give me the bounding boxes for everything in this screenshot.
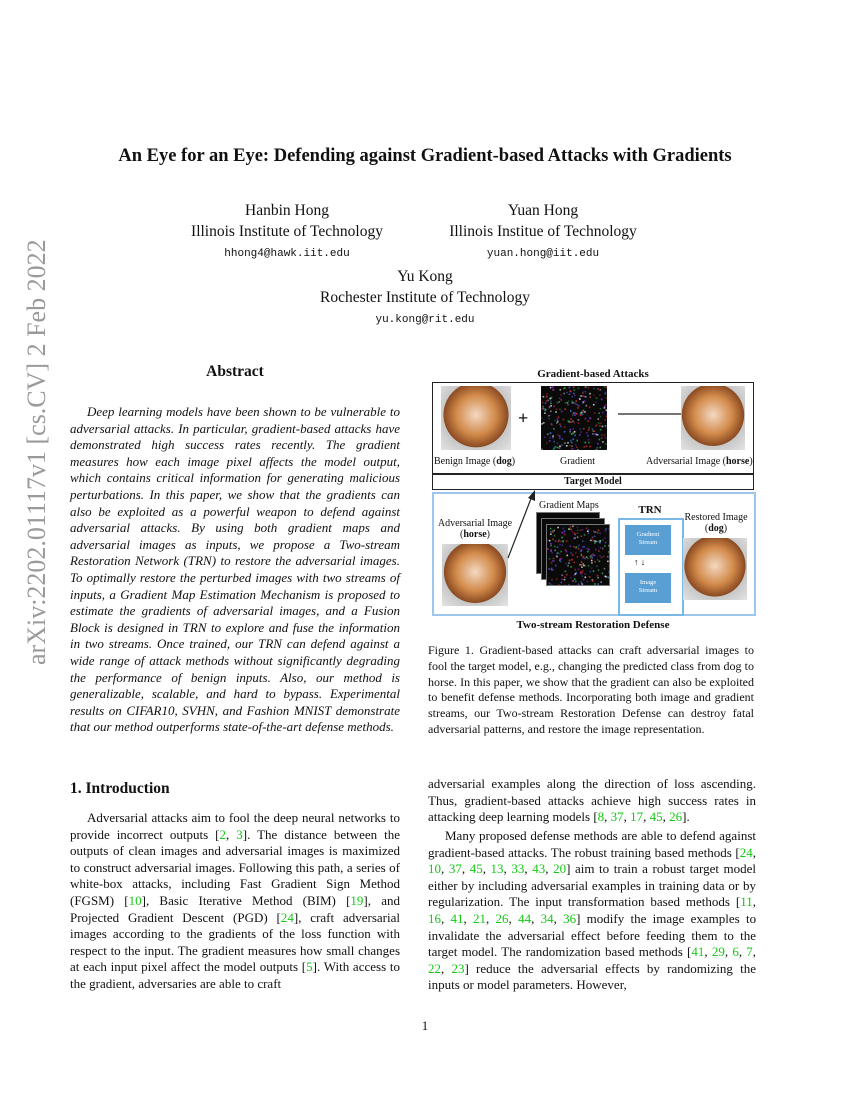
restored-image bbox=[683, 538, 747, 600]
citation-link[interactable]: 3 bbox=[236, 826, 243, 842]
abstract-body: Deep learning models have been shown to be vulnerable to adversarial attacks. In particular, gradient-based attacks have demonstrated high success rates recently. The gradient measures how each image pixel affects the model output, which contains critical information for generating malicious perturbations. In this paper, we show that the gradients can also be exploited as a powerful weapon to defend against adversarial attacks. By using both gradient maps and adversarial images as inputs, we propose a Two-stream Restoration Network (TRN) to restore the adversarial images. To optimally restore the perturbed images with two streams of inputs, a Gradient Map Estimation Mechanism is proposed to estimate the gradients of adversarial images, and a Fusion Block is designed in TRN to explore and fuse the information in two streams. Once trained, our TRN can defend against a wide range of attack methods without significantly degrading the performance of benign inputs. Also, our method is generalizable, scalable, and hard to bypass. Experimental results on CIFAR10, SVHN, and Fashion MNIST demonstrate that our method outperforms state-of-the-art defense methods. bbox=[70, 404, 400, 735]
adversarial-input-image bbox=[442, 544, 508, 606]
target-model-box: Target Model bbox=[432, 474, 754, 490]
text-run: adversarial examples along the direction of loss ascending. Thus, gradient-based attacks achieve high success rates in attacking deep learning models [ bbox=[428, 776, 756, 825]
figure-1 bbox=[428, 368, 758, 636]
label-class: dog bbox=[496, 456, 512, 467]
gradient-image bbox=[541, 386, 607, 450]
gradient-map-stack-front bbox=[546, 524, 610, 586]
bidirectional-arrow-icon: ↑ ↓ bbox=[634, 557, 646, 567]
citation-link[interactable]: 10 bbox=[128, 892, 142, 908]
citation-list: 41, 29, 6, 7, 22, 23 bbox=[428, 944, 757, 976]
citation-link[interactable]: 17 bbox=[630, 809, 644, 825]
citation-link[interactable]: 11 bbox=[740, 894, 753, 910]
citation-link[interactable]: 6 bbox=[732, 944, 739, 960]
label-class: horse bbox=[725, 456, 750, 467]
citation-link[interactable]: 33 bbox=[511, 861, 525, 877]
citation-link[interactable]: 16 bbox=[428, 910, 441, 926]
citation-link[interactable]: 8 bbox=[597, 809, 605, 825]
right-paragraph-2 bbox=[428, 828, 756, 994]
section-heading-introduction: 1. Introduction bbox=[70, 780, 170, 797]
benign-image-label bbox=[434, 456, 515, 467]
citation-link[interactable]: 13 bbox=[490, 861, 504, 877]
author-affiliation: Rochester Institute of Technology bbox=[320, 289, 530, 306]
citation-link[interactable]: 24 bbox=[280, 909, 294, 925]
abstract-heading: Abstract bbox=[206, 363, 264, 380]
text-run: ] reduce the adversarial effects by randomizing the inputs or model parameters. However, bbox=[428, 960, 756, 993]
author-email[interactable]: hhong4@hawk.iit.edu bbox=[224, 248, 350, 260]
citation-link[interactable]: 5 bbox=[306, 959, 313, 975]
citation-link[interactable]: 37 bbox=[610, 809, 624, 825]
citation-link[interactable]: 23 bbox=[451, 960, 465, 976]
author-affiliation: Illinois Institue of Technology bbox=[449, 223, 637, 240]
label-text: ) bbox=[511, 456, 516, 467]
citation-link[interactable]: 7 bbox=[746, 944, 753, 960]
text-run: ], craft adversarial images according to the gradients of the loss function with respect to the input. The gradient measures how small changes at each input pixel affect the model outputs [ bbox=[70, 909, 400, 975]
label-text: Adversarial Image bbox=[437, 518, 513, 529]
citation-link[interactable]: 10 bbox=[428, 861, 441, 877]
text-run: ], Basic Iterative Method (BIM) [ bbox=[141, 892, 351, 908]
block-text: Gradient bbox=[636, 531, 660, 538]
label-text: Adversarial Image ( bbox=[646, 456, 726, 467]
citation-link[interactable]: 37 bbox=[448, 861, 462, 877]
text-run: ], and Projected Gradient Descent (PGD) [ bbox=[70, 892, 400, 925]
citation-link[interactable]: 24 bbox=[739, 844, 753, 860]
citation-link[interactable]: 41 bbox=[450, 910, 464, 926]
adversarial-image-label bbox=[646, 456, 753, 467]
figure-caption: Figure 1. Gradient-based attacks can craft adversarial images to fool the target model, e.g., changing the predicted class from dog to horse. In this paper, we show that the gradient can also be exploited to benefit defense methods. Incorporating both image and gradient streams, our Two-stream Restoration Defense can destroy fatal adversarial patterns, and restore the image representation. bbox=[428, 643, 754, 736]
text-run: ]. bbox=[682, 809, 690, 825]
text-run: Many proposed defense methods are able to defend against gradient-based attacks. The robust training based methods [ bbox=[428, 828, 756, 860]
author-affiliation: Illinois Institute of Technology bbox=[191, 223, 383, 240]
arxiv-identifier[interactable]: arXiv:2202.01117v1 [cs.CV] 2 Feb 2022 bbox=[22, 239, 51, 665]
citation-link[interactable]: 26 bbox=[495, 910, 509, 926]
adversarial-image-top bbox=[681, 386, 745, 450]
restored-image-label: Restored Image (dog) bbox=[684, 512, 748, 534]
citation-link[interactable]: 41 bbox=[691, 944, 705, 960]
label-class: horse bbox=[463, 529, 487, 540]
text-run: ]. The distance between the outputs of clean images and adversarial images is maximized to construct adversarial images. Following this path, a series of white-box attacks, including Fast Gradient Sign Method (FGSM) [ bbox=[70, 826, 401, 908]
gradient-label: Gradient bbox=[560, 456, 595, 467]
citation-link[interactable]: 19 bbox=[350, 892, 364, 908]
author-block-2 bbox=[431, 202, 655, 260]
text-run: ] modify the image examples to invalidate the adversarial effect before feeding them to the target model. The randomization based methods [ bbox=[428, 910, 757, 960]
label-text: Benign Image ( bbox=[434, 456, 497, 467]
arrow-up-icon bbox=[506, 490, 538, 560]
gradient-stream-block bbox=[625, 525, 671, 555]
intro-paragraph: Adversarial attacks aim to fool the deep neural networks to provide incorrect outputs [2, 3]. The distance between the outputs of clean images and adversarial images is maximized to construct adversarial images. Following this path, a series of white-box attacks, including Fast Gradient Sign Method (FGSM) [10], Basic Iterative Method (BIM) [19], and Projected Gradient Descent (PGD) [24], craft adversarial images according to the gradients of the loss function with respect to the input. The gradient measures how small changes at each input pixel affect the model outputs [5]. With access to the gradient, adversaries are able to craft bbox=[70, 810, 401, 991]
block-text: Stream bbox=[638, 587, 658, 594]
citation-link[interactable]: 20 bbox=[553, 861, 567, 877]
citation-link[interactable]: 44 bbox=[518, 910, 532, 926]
abstract-text bbox=[70, 404, 400, 736]
author-email[interactable]: yuan.hong@iit.edu bbox=[486, 248, 600, 260]
label-class: dog bbox=[708, 523, 724, 534]
image-stream-block bbox=[625, 573, 671, 603]
right-paragraph-1 bbox=[428, 776, 756, 826]
citation-list: 11, 16, 41, 21, 26, 44, 34, 36 bbox=[428, 894, 756, 926]
plus-icon: + bbox=[518, 408, 529, 428]
page-number: 1 bbox=[421, 1018, 429, 1033]
author-email[interactable]: yu.kong@rit.edu bbox=[375, 314, 475, 326]
gradient-noise bbox=[541, 386, 607, 450]
citation-list: 8, 37, 17, 45, 26 bbox=[597, 809, 683, 825]
benign-image bbox=[441, 386, 511, 450]
author-block-3 bbox=[290, 268, 560, 326]
label-text: Restored Image bbox=[684, 512, 748, 523]
label-text: ) bbox=[749, 456, 753, 467]
citation-link[interactable]: 29 bbox=[711, 944, 725, 960]
citation-link[interactable]: 21 bbox=[473, 910, 487, 926]
trn-label: TRN bbox=[638, 504, 662, 516]
author-name: Yuan Hong bbox=[507, 202, 579, 219]
text-run: Adversarial attacks aim to fool the deep neural networks to provide incorrect outputs [ bbox=[70, 810, 400, 842]
author-block-1 bbox=[165, 202, 409, 260]
citation-link[interactable]: 22 bbox=[428, 960, 441, 976]
citation-link[interactable]: 34 bbox=[540, 910, 554, 926]
author-name: Yu Kong bbox=[397, 268, 453, 285]
citation-link[interactable]: 43 bbox=[532, 861, 546, 877]
adv-input-label: Adversarial Image (horse) bbox=[437, 518, 513, 540]
citation-link[interactable]: 26 bbox=[669, 809, 683, 825]
figure-bottom-title: Two-stream Restoration Defense bbox=[516, 619, 670, 631]
gradient-maps-label: Gradient Maps bbox=[539, 500, 599, 511]
text-run: ]. With access to the gradient, adversaries are able to craft bbox=[70, 959, 400, 991]
paper-title: An Eye for an Eye: Defending against Gradient-based Attacks with Gradients bbox=[118, 146, 732, 166]
author-name: Hanbin Hong bbox=[245, 202, 329, 219]
citation-link[interactable]: 45 bbox=[469, 861, 483, 877]
text-run: ] aim to train a robust target model either by including adversarial examples in training data or by regularization. The input transformation based methods [ bbox=[428, 861, 757, 910]
citation-list: 24, 10, 37, 45, 13, 33, 43, 20 bbox=[428, 844, 756, 877]
figure-top-title: Gradient-based Attacks bbox=[537, 368, 649, 380]
block-text: Stream bbox=[638, 539, 658, 546]
citation-link[interactable]: 45 bbox=[649, 809, 663, 825]
gradient-noise bbox=[547, 525, 609, 585]
block-text: Image bbox=[639, 579, 657, 586]
citation-link[interactable]: 2 bbox=[219, 826, 226, 842]
citation-link[interactable]: 36 bbox=[563, 910, 577, 926]
